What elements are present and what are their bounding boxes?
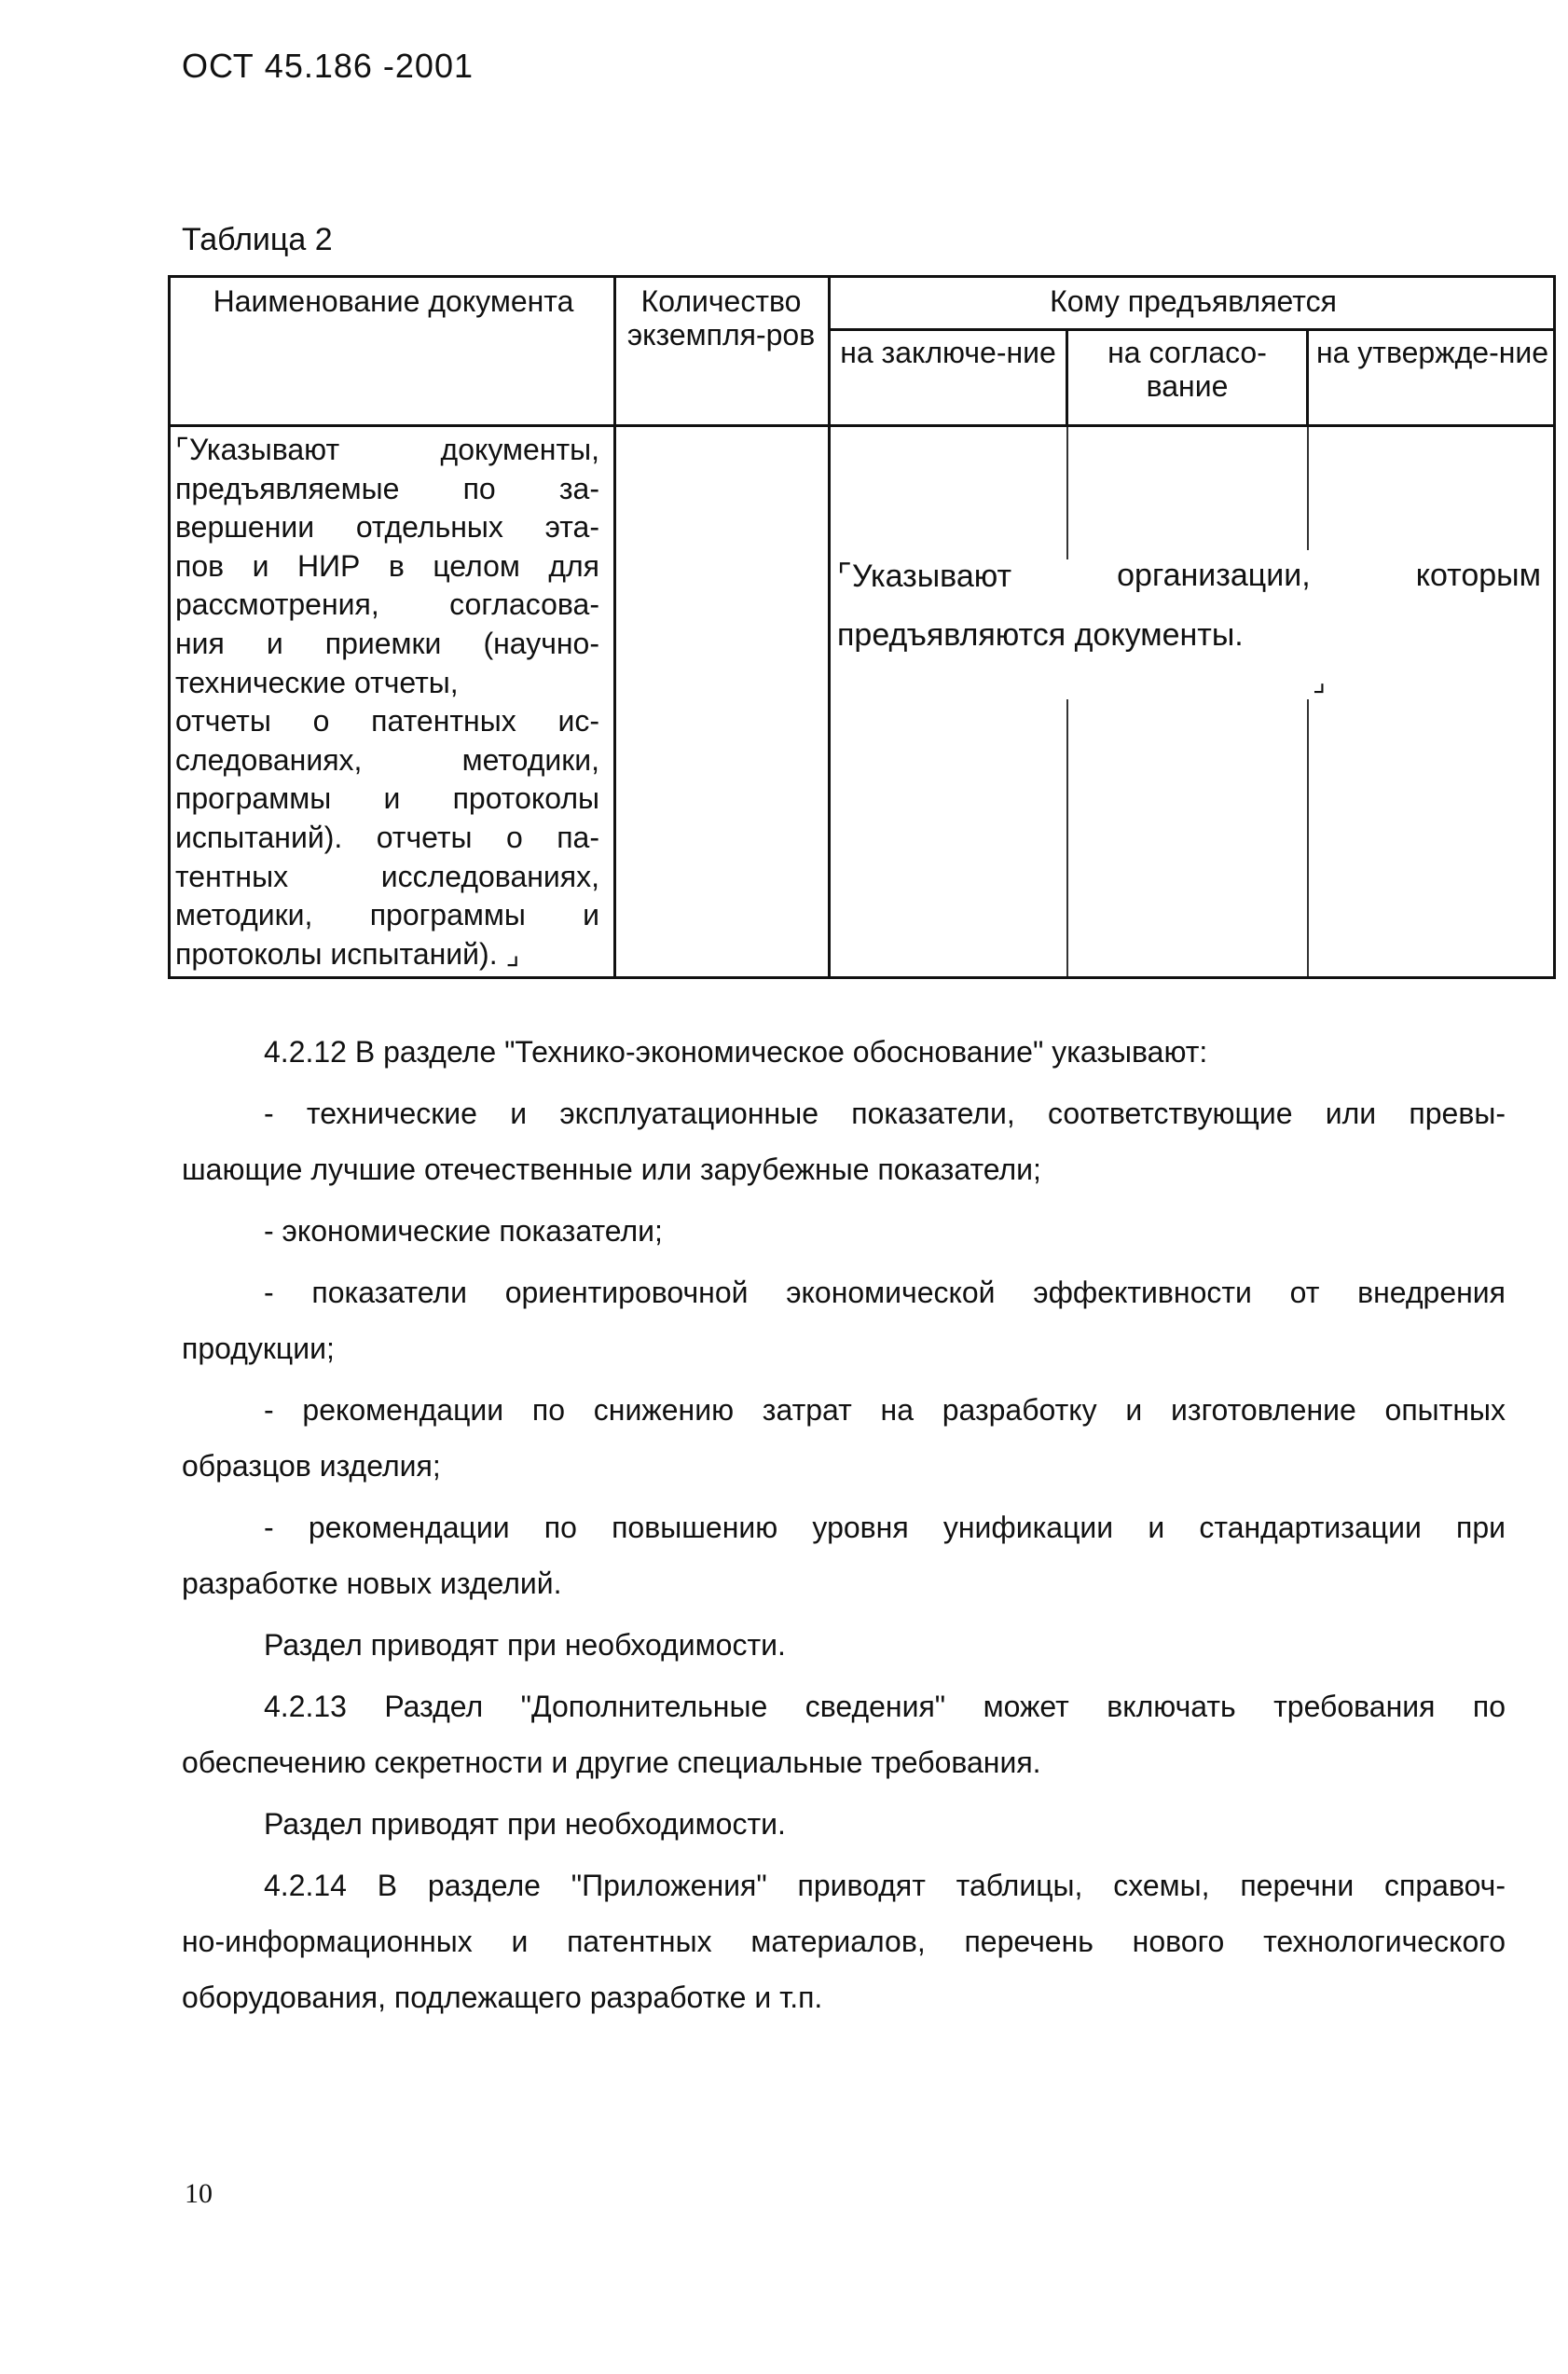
cell-line: технические отчеты, xyxy=(175,665,459,699)
table-subheader-divider xyxy=(828,328,1556,331)
paragraph: - показатели ориентировочной экономической эффективности от внедрения xyxy=(264,1276,1506,1309)
merged-word: организации, xyxy=(1117,558,1311,593)
recipients-merged-cell xyxy=(837,558,1541,654)
paragraph: 4.2.12 В разделе "Технико-экономическое обоснование" указывают: xyxy=(264,1035,1208,1069)
cell-line: предъявляемые по за- xyxy=(175,471,599,505)
paragraph: Раздел приводят при необходимости. xyxy=(264,1807,786,1841)
header-ratification: на утвержде-ние xyxy=(1315,336,1549,369)
table-border-top xyxy=(168,275,1556,278)
paragraph: - рекомендации по снижению затрат на разработку и изготовление опытных xyxy=(264,1393,1506,1427)
cell-line: пов и НИР в целом для xyxy=(175,548,599,583)
table-border-bottom xyxy=(168,976,1556,979)
cell-line: следованиях, методики, xyxy=(175,742,599,777)
paragraph: - технические и эксплуатационные показатели, соответствующие или превы- xyxy=(264,1097,1506,1130)
paragraph: Раздел приводят при необходимости. xyxy=(264,1628,786,1662)
cell-line: тентных исследованиях, xyxy=(175,859,599,893)
cell-line: испытаний). отчеты о па- xyxy=(175,820,599,854)
paragraph: шающие лучшие отечественные или зарубежные показатели; xyxy=(182,1152,1041,1186)
table-body-divider-4a xyxy=(1307,427,1309,550)
cell-line: ⌜Указывают документы, xyxy=(175,433,599,466)
table-header-divider xyxy=(168,424,1556,427)
table-border-right xyxy=(1553,275,1556,979)
cell-line: методики, программы и xyxy=(175,898,599,932)
paragraph: разработке новых изделий. xyxy=(182,1567,562,1600)
document-name-cell xyxy=(175,431,599,973)
table-body-divider-3a xyxy=(1066,427,1068,559)
header-to-whom: Кому предъявляется xyxy=(1050,284,1337,318)
merged-word: ⌜Указывают xyxy=(837,559,1012,594)
corner-bracket-mark: ⌟ xyxy=(1313,667,1327,697)
header-name: Наименование документа xyxy=(213,284,574,318)
merged-word: которым xyxy=(1415,558,1541,593)
paragraph: - экономические показатели; xyxy=(264,1214,663,1248)
document-code: ОСТ 45.186 -2001 xyxy=(182,47,474,85)
table-body-divider-3b xyxy=(1066,699,1068,976)
paragraph: 4.2.13 Раздел "Дополнительные сведения" может включать требования по xyxy=(264,1690,1506,1723)
table-caption: Таблица 2 xyxy=(182,222,333,257)
paragraph: но-информационных и патентных материалов, перечень нового технологического xyxy=(182,1925,1506,1958)
cell-line: ния и приемки (научно- xyxy=(175,626,599,660)
paragraph: обеспечению секретности и другие специальные требования. xyxy=(182,1746,1041,1779)
table-col-divider-2 xyxy=(828,275,831,979)
paragraph: - рекомендации по повышению уровня унификации и стандартизации при xyxy=(264,1511,1506,1544)
cell-line: рассмотрения, согласова- xyxy=(175,587,599,622)
table-col-divider-1 xyxy=(613,275,616,979)
page-number: 10 xyxy=(185,2178,213,2209)
table-body-divider-4b xyxy=(1307,699,1309,976)
cell-line: программы и протоколы xyxy=(175,781,599,816)
cell-line: протоколы испытаний). ⌟ xyxy=(175,936,520,971)
paragraph: оборудования, подлежащего разработке и т.п. xyxy=(182,1981,823,2014)
header-conclusion: на заключе-ние xyxy=(840,336,1056,369)
header-count: Количество экземпля-ров xyxy=(626,284,816,352)
cell-line: вершении отдельных эта- xyxy=(175,510,599,545)
paragraph: 4.2.14 В разделе "Приложения" приводят таблицы, схемы, перечни справоч- xyxy=(264,1869,1506,1902)
table-border-left xyxy=(168,275,171,979)
paragraph: продукции; xyxy=(182,1332,335,1365)
paragraph: образцов изделия; xyxy=(182,1449,441,1483)
header-approval: на согласо-вание xyxy=(1107,336,1267,403)
merged-line-2: предъявляются документы. xyxy=(837,617,1244,653)
cell-line: отчеты о патентных ис- xyxy=(175,704,599,738)
